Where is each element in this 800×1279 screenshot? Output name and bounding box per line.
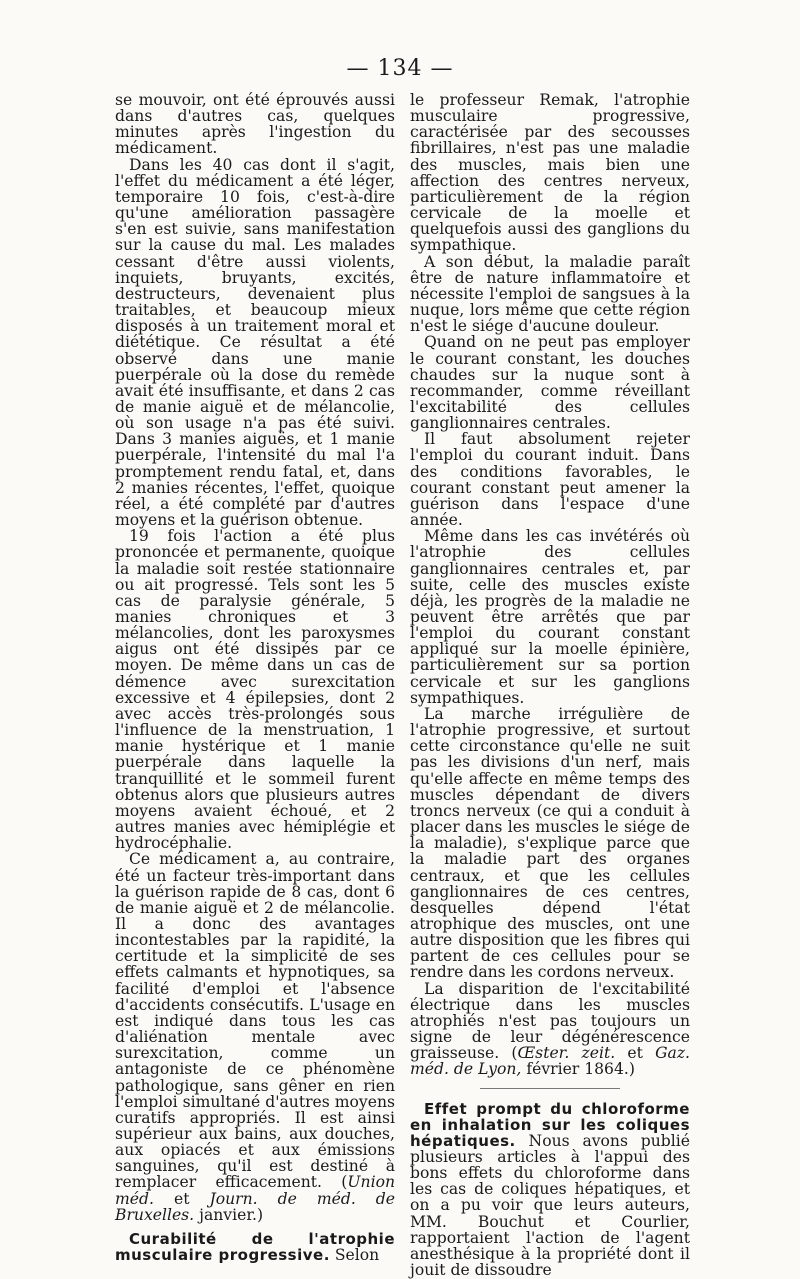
paragraph: Quand on ne peut pas employer le courant constant, les douches chaudes sur la nuque sont à recommander, comme réveillant l'excitabilité des cellules ganglionnaires centrales. — [410, 333, 690, 433]
paragraph-text: Ce médicament a, au contraire, été un facteur très-important dans la guérison rapide de 8 cas, dont 6 de manie aiguë et 2 de mélancolie. Il a donc des avantages incontestables par la rapidité, la certitude et la simplicité de ses effets calmants et hypnotiques, sa facilité d'emploi et l'absence d'accidents consécutifs. L'usage en est indiqué dans tous les cas d'aliénation mentale avec surexcitation, comme un antagoniste de ce phénomène pathologique, sans gêner en rien l'emploi simultané d'autres moyens curatifs appropriés. Il est ainsi supérieur aux bains, aux douches, aux opiacés et aux émissions sanguines, qu'il est destiné à remplacer efficacement. ( — [115, 850, 395, 1192]
paragraph: Il faut absolument rejeter l'emploi du courant induit. Dans des conditions favorables, le courant constant peut amener la guérison dans l'espace d'une année. — [410, 430, 690, 530]
paragraph-text: Selon — [329, 1246, 380, 1265]
paragraph: le professeur Remak, l'atrophie musculaire progressive, caractérisée par des secousses fibrillaires, n'est pas une maladie des muscles, mais bien une affection des centres nerveux, particulièrement de la région cervicale de la moelle et quelquefois aussi des ganglions du sympathique. — [410, 91, 690, 255]
paragraph-text: La disparition de l'excitabilité électrique dans les muscles atrophiés n'est pas toujours un signe de leur dégénérescence graisseuse. ( — [410, 979, 690, 1063]
section-heading: Effet prompt du chloroforme en inhalation sur les coliques hépatiques. — [410, 1099, 690, 1150]
section-heading-paragraph — [410, 1101, 690, 1279]
citation: Union méd. — [115, 1173, 395, 1208]
paragraph: La marche irrégulière de l'atrophie progressive, et surtout cette circonstance qu'elle ne suit pas les divisions d'un nerf, mais qu'elle affecte en même temps des muscles dépendant de divers troncs nerveux (ce qui a conduit à placer dans les muscles le siége de la maladie), s'explique parce que la maladie part des organes centraux, et que les cellules ganglionnaires de ces centres, desquelles dépend l'état atrophique des muscles, ont une autre disposition que les fibres qui partent de ces cellules pour se rendre dans les cordons nerveux. — [410, 704, 690, 982]
right-column — [410, 92, 690, 1278]
paragraph: Dans les 40 cas dont il s'agit, l'effet du médicament a été léger, temporaire 10 fois, c'est-à-dire qu'une amélioration passagère s'en est suivie, sans manifestation sur la cause du mal. Les malades cessant d'être aussi violents, inquiets, bruyants, excités, destructeurs, devenaient plus traitables, et beaucoup mieux disposés à un traitement moral et diététique. Ce résultat a été observé dans une manie puerpérale où la dose du remède avait été insuffisante, et dans 2 cas de manie aiguë et de mélancolie, où son usage n'a pas été suivi. Dans 3 manies aiguës, et 1 manie puerpérale, l'intensité du mal l'a promptement rendu fatal, et, dans 2 manies récentes, l'effet, quoique réel, a été complété par d'autres moyens et la guérison obtenue. — [115, 155, 395, 530]
paragraph: Même dans les cas invétérés où l'atrophie des cellules ganglionnaires centrales et, par suite, celle des muscles existe déjà, les progrès de la maladie ne peuvent être arrêtés que par l'emploi du courant constant appliqué sur la moelle épinière, particulièrement sur sa portion cervicale et sur les ganglions sympathiques. — [410, 527, 690, 707]
citation-joiner: et — [615, 1044, 656, 1063]
page-number: — 134 — — [346, 56, 454, 81]
paragraph: A son début, la maladie paraît être de nature inflammatoire et nécessite l'emploi de sangsues à la nuque, lors même que cette région n'est le siége d'aucune douleur. — [410, 252, 690, 336]
paragraph: se mouvoir, ont été éprouvés aussi dans d'autres cas, quelques minutes après l'ingestion du médicament. — [115, 91, 395, 158]
citation: Journ. de méd. de Bruxelles. — [115, 1189, 395, 1224]
paragraph — [410, 981, 690, 1078]
citation: Œster. zeit. — [517, 1044, 616, 1063]
paragraph-text: Nous avons publié plusieurs articles à l'appui des bons effets du chloroforme dans les cas de coliques hépatiques, et on a pu voir que leurs auteurs, MM. Bouchut et Courlier, rapportaient l'action de l'agent anesthésique à la propriété dont il jouit de dissoudre — [410, 1131, 690, 1279]
citation-joiner: et — [153, 1189, 210, 1208]
section-divider — [480, 1088, 620, 1089]
citation: Gaz. méd. de Lyon, — [410, 1044, 690, 1079]
citation-date: février 1864.) — [521, 1060, 635, 1079]
paragraph — [115, 851, 395, 1223]
paragraph: 19 fois l'action a été plus prononcée et permanente, quoique la maladie soit restée stationnaire ou ait progressé. Tels sont les 5 cas de paralysie générale, 5 manies chroniques et 3 mélancolies, dont les paroxysmes aigus ont été dissipés par ce moyen. De même dans un cas de démence avec surexcitation excessive et 4 épilepsies, dont 2 avec accès très-prolongés sous l'influence de la menstruation, 1 manie hystérique et 1 manie puerpérale dans laquelle la tranquillité et le sommeil furent obtenus alors que plusieurs autres moyens avaient échoué, et 2 autres manies avec hémiplégie et hydrocéphalie. — [115, 527, 395, 853]
section-heading-paragraph — [115, 1231, 395, 1263]
section-heading: Curabilité de l'atrophie musculaire progressive. — [115, 1229, 395, 1265]
left-column — [115, 92, 395, 1263]
citation-date: janvier.) — [194, 1205, 264, 1224]
